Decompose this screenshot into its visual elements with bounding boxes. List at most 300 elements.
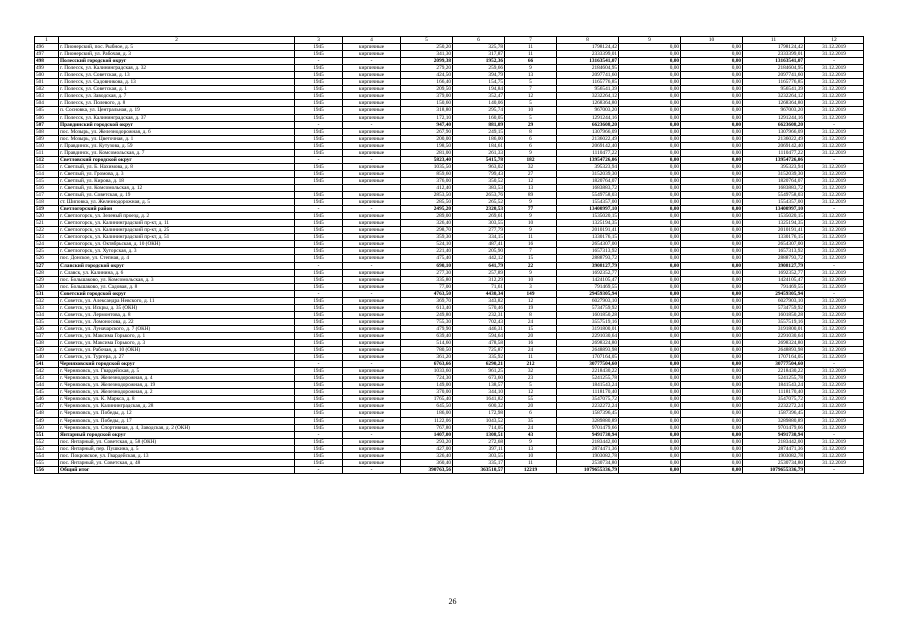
amount-fund-a-cell: 0,00 [619,431,681,438]
area-total-cell: 613,40 [401,304,453,311]
column-number-row [35,37,864,44]
amount-fund-a-cell: 0,00 [619,325,681,332]
row-number-cell: 542 [35,368,59,375]
residents-cell: 11 [505,51,557,58]
residents-cell: 32 [505,368,557,375]
wall-material-cell: - [343,361,401,368]
row-number-cell: 498 [35,58,59,65]
amount-total-cell: 1601850,28 [557,311,619,318]
area-total-cell: 1033,60 [401,368,453,375]
amount-total-cell: 2183442,00 [557,438,619,445]
row-number-cell: 537 [35,332,59,339]
amount-remaining-cell: 2010191,41 [743,227,805,234]
amount-total-cell: 13400997,10 [557,206,619,213]
amount-fund-a-cell: 0,00 [619,304,681,311]
area-living-cell: 5415,78 [453,156,505,163]
amount-fund-a-cell: 0,00 [619,72,681,79]
amount-fund-b-cell: 0,00 [681,206,743,213]
amount-total-cell: 29459305,94 [557,290,619,297]
area-total-cell: 424,50 [401,72,453,79]
area-total-cell: 293,20 [401,438,453,445]
address-cell: г. Черняховск, ул. Спортивная, д. 4, Заводская, д. 2 (ОКН) [59,424,295,431]
row-number-cell: 511 [35,149,59,156]
build-year-cell: 1945 [295,297,343,304]
amount-fund-a-cell: 0,00 [619,156,681,163]
amount-remaining-cell: 3908127,79 [743,262,805,269]
build-year-cell: - [295,262,343,269]
amount-fund-a-cell: 0,00 [619,58,681,65]
deadline-cell: 31.12.2019 [805,424,864,431]
area-total-cell: 369,70 [401,297,453,304]
area-living-cell: 881,09 [453,121,505,128]
table-row [35,396,864,403]
deadline-cell: 31.12.2019 [805,389,864,396]
deadline-cell: 31.12.2019 [805,51,864,58]
residents-cell: 27 [505,170,557,177]
area-living-cell: 140,06 [453,100,505,107]
address-cell: г. Светлый, ул. Кирова, д. 18 [59,177,295,184]
residents-cell: 11 [505,354,557,361]
row-number-cell: 552 [35,438,59,445]
table-row [35,227,864,234]
area-living-cell: 232,31 [453,311,505,318]
area-total-cell: 514,60 [401,340,453,347]
address-cell: г. Пионерский, пос. Рыбное, д. 5 [59,44,295,51]
table-row [35,65,864,72]
amount-fund-b-cell: 0,00 [681,184,743,191]
area-living-cell: 394,79 [453,72,505,79]
amount-fund-a-cell: 0,00 [619,114,681,121]
area-total-cell: 1765,40 [401,396,453,403]
build-year-cell: 1945 [295,276,343,283]
area-living-cell: 442,12 [453,255,505,262]
deadline-cell: - [805,121,864,128]
wall-material-cell: кирпичные [343,86,401,93]
amount-total-cell: 2874471,36 [557,445,619,452]
amount-fund-b-cell: 0,00 [681,199,743,206]
deadline-cell: 31.12.2019 [805,79,864,86]
amount-fund-b-cell: 0,00 [681,325,743,332]
amount-total-cell: 5549758,03 [557,192,619,199]
area-total-cell: 289,00 [401,213,453,220]
residents-cell: 9 [505,438,557,445]
area-total-cell: 249,80 [401,311,453,318]
row-number-cell: 544 [35,382,59,389]
row-number-cell: 508 [35,128,59,135]
row-number-cell: 536 [35,325,59,332]
amount-total-cell: 3191800,01 [557,325,619,332]
amount-total-cell: 1692352,77 [557,269,619,276]
table-row [35,248,864,255]
wall-material-cell: кирпичные [343,163,401,170]
area-living-cell: 249,15 [453,128,505,135]
address-cell: г. Советск, ул. Искры, д. 35 (ОКН) [59,304,295,311]
wall-material-cell: - [343,121,401,128]
deadline-cell: 31.12.2019 [805,325,864,332]
amount-total-cell: 3908127,79 [557,262,619,269]
area-total-cell: 379,00 [401,93,453,100]
wall-material-cell: кирпичные [343,93,401,100]
col-header-10: 10 [681,37,743,44]
deadline-cell: - [805,262,864,269]
residents-cell: 11 [505,459,557,466]
residents-cell: 5 [505,79,557,86]
wall-material-cell: кирпичные [343,438,401,445]
area-living-cell: 714,05 [453,424,505,431]
residents-cell: 8 [505,311,557,318]
deadline-cell: 31.12.2019 [805,44,864,51]
amount-total-cell: 1535020,15 [557,213,619,220]
amount-total-cell: 1554357,00 [557,199,619,206]
area-total-cell: 359,30 [401,234,453,241]
wall-material-cell: кирпичные [343,234,401,241]
build-year-cell: 1945 [295,389,343,396]
row-number-cell: 510 [35,142,59,149]
address-cell: Правдинский городской округ [59,121,295,128]
amount-fund-b-cell: 0,00 [681,382,743,389]
table-row [35,255,864,262]
amount-total-cell: 1325194,35 [557,220,619,227]
amount-fund-b-cell: 0,00 [681,220,743,227]
area-living-cell: 312,29 [453,276,505,283]
wall-material-cell: кирпичные [343,72,401,79]
wall-material-cell: кирпичные [343,396,401,403]
amount-total-cell: 1841543,24 [557,382,619,389]
amount-fund-a-cell: 0,00 [619,269,681,276]
amount-remaining-cell: 956541,39 [743,86,805,93]
amount-fund-a-cell: 0,00 [619,417,681,424]
deadline-cell: 31.12.2019 [805,255,864,262]
amount-remaining-cell: 2218430,22 [743,368,805,375]
area-living-cell: 725,87 [453,347,505,354]
table-row [35,325,864,332]
area-living-cell: 487,41 [453,241,505,248]
subtotal-row [35,58,864,65]
build-year-cell: 1945 [295,149,343,156]
row-number-cell: 533 [35,304,59,311]
subtotal-row [35,431,864,438]
address-cell: п. Сосновка, ул. Центральная, д. 19 [59,107,295,114]
wall-material-cell: кирпичные [343,149,401,156]
amount-remaining-cell: 1587396,45 [743,410,805,417]
amount-remaining-cell: 2184604,95 [743,65,805,72]
area-living-cell: 317,87 [453,51,505,58]
table-row [35,220,864,227]
amount-total-cell: 5734759,92 [557,304,619,311]
amount-remaining-cell: 13163541,07 [743,58,805,65]
deadline-cell: - [805,466,864,473]
residents-cell: 6 [505,142,557,149]
row-number-cell: 526 [35,255,59,262]
build-year-cell: 1945 [295,72,343,79]
address-cell: г. Светлый, ул. Советская, д. 19 [59,192,295,199]
area-total-cell: 1407,00 [401,431,453,438]
table-row [35,368,864,375]
amount-remaining-cell: 1841543,24 [743,382,805,389]
build-year-cell: 1945 [295,51,343,58]
amount-total-cell: 13954726,06 [557,156,619,163]
amount-fund-a-cell: 0,00 [619,107,681,114]
area-total-cell: 250,20 [401,44,453,51]
amount-fund-a-cell: 0,00 [619,44,681,51]
area-living-cell: 2320,53 [453,206,505,213]
area-living-cell: 6290,21 [453,361,505,368]
amount-fund-a-cell: 0,00 [619,220,681,227]
address-cell: ст. Шиповка, ул. Железнодорожная, д. 5 [59,199,295,206]
amount-remaining-cell: 13400997,10 [743,206,805,213]
amount-total-cell: 956541,39 [557,86,619,93]
amount-remaining-cell: 1110477,22 [743,149,805,156]
build-year-cell [295,184,343,191]
residents-cell: 5 [505,100,557,107]
amount-fund-b-cell: 0,00 [681,283,743,290]
residents-cell: 9 [505,227,557,234]
deadline-cell: 31.12.2019 [805,65,864,72]
address-cell: г. Светлогорск, ул. Калининградский пр-кт, д. 25 [59,227,295,234]
build-year-cell: - [295,156,343,163]
wall-material-cell: кирпичные [343,241,401,248]
amount-fund-b-cell: 0,00 [681,51,743,58]
address-cell: г. Черняховск, ул. К. Маркса, д. 8 [59,396,295,403]
amount-fund-a-cell: 0,00 [619,354,681,361]
area-total-cell: 298,70 [401,227,453,234]
deadline-cell: 31.12.2019 [805,192,864,199]
residents-cell: 24 [505,347,557,354]
amount-total-cell: 1820764,07 [557,177,619,184]
deadline-cell: 31.12.2019 [805,304,864,311]
area-total-cell: 5823,40 [401,156,453,163]
table-row [35,417,864,424]
build-year-cell: 1945 [295,269,343,276]
amount-fund-b-cell: 0,00 [681,396,743,403]
wall-material-cell: кирпичные [343,318,401,325]
amount-remaining-cell: 2874471,36 [743,445,805,452]
amount-remaining-cell: 1291244,16 [743,114,805,121]
area-total-cell: 166,40 [401,79,453,86]
row-number-cell: 516 [35,184,59,191]
address-cell: пос. Донское, ул. Степная, д. 4 [59,255,295,262]
amount-total-cell: 2648893,98 [557,347,619,354]
area-living-cell: 1641,82 [453,396,505,403]
table-row [35,128,864,135]
area-living-cell: 186,00 [453,135,505,142]
deadline-cell: 31.12.2019 [805,445,864,452]
area-total-cell: 2495,20 [401,206,453,213]
address-cell: пос. Янтарный, пер. Пушкина, д. 5 [59,445,295,452]
table-row [35,269,864,276]
deadline-cell: 31.12.2019 [805,368,864,375]
area-living-cell: 343,82 [453,297,505,304]
area-living-cell: 478,58 [453,340,505,347]
build-year-cell: - [295,290,343,297]
area-living-cell: 1308,51 [453,431,505,438]
deadline-cell: 31.12.2019 [805,410,864,417]
amount-total-cell: 2184604,95 [557,65,619,72]
row-number-cell: 530 [35,283,59,290]
address-cell: г. Светлогорск, ул. Калининградский пр-кт, д. 51 [59,234,295,241]
build-year-cell: 1945 [295,100,343,107]
residents-cell: 12 [505,93,557,100]
table-row [35,213,864,220]
amount-fund-a-cell: 0,00 [619,248,681,255]
area-total-cell: 200,00 [401,135,453,142]
area-total-cell: 1035,50 [401,163,453,170]
amount-total-cell: 1110477,22 [557,149,619,156]
wall-material-cell: кирпичные [343,170,401,177]
row-number-cell: 504 [35,100,59,107]
deadline-cell: 31.12.2019 [805,354,864,361]
area-living-cell: 961,25 [453,368,505,375]
build-year-cell: 1945 [295,142,343,149]
amount-remaining-cell: 2654307,00 [743,241,805,248]
build-year-cell: 1945 [295,65,343,72]
address-cell: пос. Мозырь, ул. Железнодорожная, д. 6 [59,128,295,135]
area-living-cell: 963,02 [453,163,505,170]
row-number-cell: 509 [35,135,59,142]
deadline-cell: 31.12.2019 [805,332,864,339]
amount-fund-a-cell: 0,00 [619,241,681,248]
residents-cell: 15 [505,325,557,332]
deadline-cell: 31.12.2019 [805,170,864,177]
deadline-cell: 31.12.2019 [805,114,864,121]
address-cell: Черняховский городской округ [59,361,295,368]
table-row [35,438,864,445]
amount-fund-b-cell: 0,00 [681,340,743,347]
amount-fund-a-cell: 0,00 [619,213,681,220]
wall-material-cell: кирпичные [343,340,401,347]
build-year-cell: 1945 [295,93,343,100]
build-year-cell: - [295,121,343,128]
area-total-cell: 412,40 [401,184,453,191]
wall-material-cell: кирпичные [343,375,401,382]
amount-fund-b-cell: 0,00 [681,466,743,473]
residents-cell: 43 [505,431,557,438]
amount-remaining-cell: 13954726,06 [743,156,805,163]
area-total-cell: 267,90 [401,128,453,135]
wall-material-cell: кирпичные [343,410,401,417]
amount-total-cell: 3547075,72 [557,396,619,403]
wall-material-cell: кирпичные [343,65,401,72]
amount-fund-b-cell: 0,00 [681,213,743,220]
deadline-cell: 31.12.2019 [805,142,864,149]
build-year-cell: - [295,466,343,473]
residents-cell: 10 [505,452,557,459]
amount-fund-b-cell: 0,00 [681,276,743,283]
build-year-cell: 1945 [295,382,343,389]
table-row [35,297,864,304]
table-row [35,459,864,466]
build-year-cell: 1945 [295,368,343,375]
deadline-cell: 31.12.2019 [805,438,864,445]
build-year-cell: 1945 [295,311,343,318]
row-number-cell: 527 [35,262,59,269]
area-living-cell: 154,75 [453,79,505,86]
residents-cell: 9 [505,213,557,220]
area-living-cell: 594,64 [453,332,505,339]
amount-total-cell: 30777504,60 [557,361,619,368]
area-total-cell: 475,40 [401,255,453,262]
address-cell: Янтарный городской округ [59,431,295,438]
amount-fund-b-cell: 0,00 [681,170,743,177]
address-cell: г. Советск, ул. Тургера, д. 27 [59,354,295,361]
amount-fund-a-cell: 0,00 [619,445,681,452]
area-total-cell: 172,10 [401,114,453,121]
area-living-cell: 303,55 [453,220,505,227]
amount-fund-a-cell: 0,00 [619,368,681,375]
build-year-cell: 1945 [295,107,343,114]
amount-fund-b-cell: 0,00 [681,100,743,107]
residents-cell: 32 [505,163,557,170]
col-header-5: 5 [401,37,453,44]
amount-fund-b-cell: 0,00 [681,431,743,438]
address-cell: г. Черняховск, ул. Железнодорожная, д. 19 [59,382,295,389]
amount-remaining-cell: 29459305,94 [743,290,805,297]
table-row [35,403,864,410]
row-number-cell: 514 [35,170,59,177]
area-total-cell: 4763,50 [401,290,453,297]
row-number-cell: 553 [35,445,59,452]
address-cell: пос. Янтарный, ул. Советская, д. 48 [59,459,295,466]
wall-material-cell: кирпичные [343,354,401,361]
amount-total-cell: 2530734,80 [557,459,619,466]
amount-fund-a-cell: 0,00 [619,86,681,93]
table-row [35,382,864,389]
amount-fund-b-cell: 0,00 [681,227,743,234]
amount-remaining-cell: 3191800,01 [743,325,805,332]
amount-fund-b-cell: 0,00 [681,149,743,156]
address-cell: г. Светлогорск, ул. Калининградский пр-кт, д. 11 [59,220,295,227]
row-number-cell: 540 [35,354,59,361]
build-year-cell: 1945 [295,213,343,220]
amount-total-cell: 2698324,80 [557,340,619,347]
address-cell: г. Черняховск, ул. Железнодорожная, д. 4 [59,375,295,382]
amount-total-cell: 2097741,60 [557,72,619,79]
amount-total-cell: 9491730,94 [557,431,619,438]
build-year-cell: 1945 [295,44,343,51]
amount-fund-b-cell: 0,00 [681,389,743,396]
area-total-cell: 285,50 [401,199,453,206]
amount-remaining-cell: 1820764,07 [743,177,805,184]
deadline-cell: 31.12.2019 [805,149,864,156]
wall-material-cell: кирпичные [343,100,401,107]
wall-material-cell: - [343,58,401,65]
wall-material-cell: кирпичные [343,368,401,375]
amount-fund-a-cell: 0,00 [619,396,681,403]
deadline-cell: 31.12.2019 [805,283,864,290]
deadline-cell: 31.12.2019 [805,311,864,318]
area-living-cell: 570,46 [453,304,505,311]
amount-total-cell: 2654307,00 [557,241,619,248]
area-living-cell: 350,52 [453,177,505,184]
address-cell: Общий итог [59,466,295,473]
col-header-4: 4 [343,37,401,44]
amount-total-cell: 2333399,01 [557,51,619,58]
amount-fund-b-cell: 0,00 [681,135,743,142]
area-total-cell: 77,00 [401,283,453,290]
amount-total-cell: 1291244,16 [557,114,619,121]
area-total-cell: 370,00 [401,389,453,396]
residents-cell: 13 [505,184,557,191]
row-number-cell: 517 [35,192,59,199]
address-cell: г. Черняховск, ул. Железнодорожная, д. 2 [59,389,295,396]
area-total-cell: 376,00 [401,177,453,184]
wall-material-cell: кирпичные [343,79,401,86]
row-number-cell: 519 [35,206,59,213]
address-cell: г. Светлый, ул. Громова, д. 3 [59,170,295,177]
residents-cell: 7 [505,248,557,255]
housing-register-table [34,36,864,474]
residents-cell: 12 [505,297,557,304]
